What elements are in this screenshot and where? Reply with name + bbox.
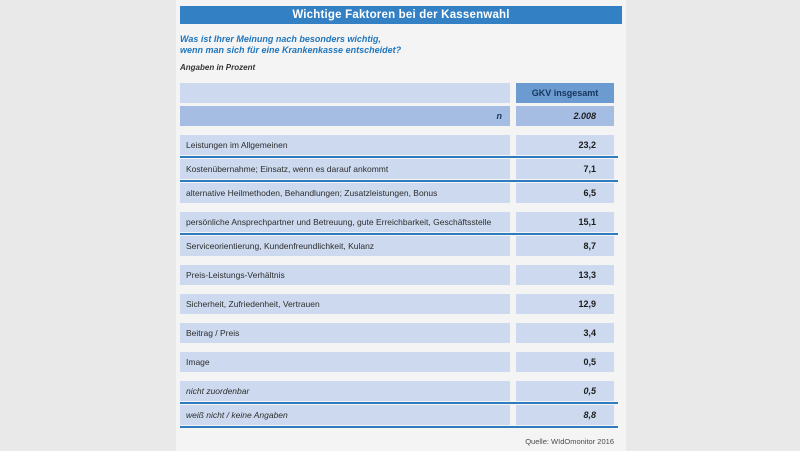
sample-size-row [180, 106, 618, 126]
row-group-rest [180, 381, 618, 428]
column-header-gkv: GKV insgesamt [516, 83, 614, 103]
row-group-leistungen [180, 135, 618, 203]
row-label: weiß nicht / keine Angaben [180, 405, 510, 425]
row-label: Sicherheit, Zufriedenheit, Vertrauen [180, 294, 510, 314]
survey-question [180, 34, 622, 56]
table-row [180, 405, 618, 425]
header-label-cell-empty [180, 83, 510, 103]
row-divider [180, 402, 618, 404]
row-group-preis-leistung [180, 265, 618, 285]
row-group-service [180, 212, 618, 256]
row-label: Beitrag / Preis [180, 323, 510, 343]
table-header-row [180, 83, 618, 103]
table-row [180, 183, 618, 203]
row-value: 3,4 [516, 323, 614, 343]
row-label: Leistungen im Allgemeinen [180, 135, 510, 155]
results-table [180, 83, 618, 428]
survey-question-line1: Was ist Ihrer Meinung nach besonders wichtig, [180, 34, 381, 44]
row-divider [180, 233, 618, 235]
table-row [180, 212, 618, 232]
row-value: 15,1 [516, 212, 614, 232]
sample-size-value: 2.008 [516, 106, 614, 126]
row-divider [180, 156, 618, 158]
row-label: Kostenübernahme; Einsatz, wenn es darauf ankommt [180, 159, 510, 179]
table-row [180, 381, 618, 401]
row-value: 6,5 [516, 183, 614, 203]
row-label: Preis-Leistungs-Verhältnis [180, 265, 510, 285]
table-row [180, 265, 618, 285]
row-label: persönliche Ansprechpartner und Betreuung, gute Erreichbarkeit, Geschäftsstelle [180, 212, 510, 232]
table-row [180, 352, 618, 372]
table-row [180, 159, 618, 179]
row-label: alternative Heilmethoden, Behandlungen; Zusatzleistungen, Bonus [180, 183, 510, 203]
row-group-beitrag [180, 323, 618, 343]
row-group-sicherheit [180, 294, 618, 314]
row-value: 23,2 [516, 135, 614, 155]
table-row [180, 236, 618, 256]
chart-panel [176, 0, 626, 451]
row-value: 12,9 [516, 294, 614, 314]
row-value: 0,5 [516, 381, 614, 401]
table-bottom-divider [180, 426, 618, 428]
table-row [180, 323, 618, 343]
row-value: 13,3 [516, 265, 614, 285]
row-divider [180, 180, 618, 182]
row-value: 7,1 [516, 159, 614, 179]
row-value: 8,8 [516, 405, 614, 425]
row-label: nicht zuordenbar [180, 381, 510, 401]
source-note: Quelle: WIdOmonitor 2016 [525, 437, 614, 446]
chart-title-bar [180, 6, 622, 24]
unit-note: Angaben in Prozent [180, 63, 256, 72]
row-label: Image [180, 352, 510, 372]
row-label: Serviceorientierung, Kundenfreundlichkeit, Kulanz [180, 236, 510, 256]
chart-title: Wichtige Faktoren bei der Kassenwahl [292, 9, 510, 21]
row-value: 8,7 [516, 236, 614, 256]
table-row [180, 294, 618, 314]
row-group-image [180, 352, 618, 372]
sample-size-label: n [180, 106, 510, 126]
survey-question-line2: wenn man sich für eine Krankenkasse entscheidet? [180, 45, 402, 55]
table-row [180, 135, 618, 155]
row-value: 0,5 [516, 352, 614, 372]
